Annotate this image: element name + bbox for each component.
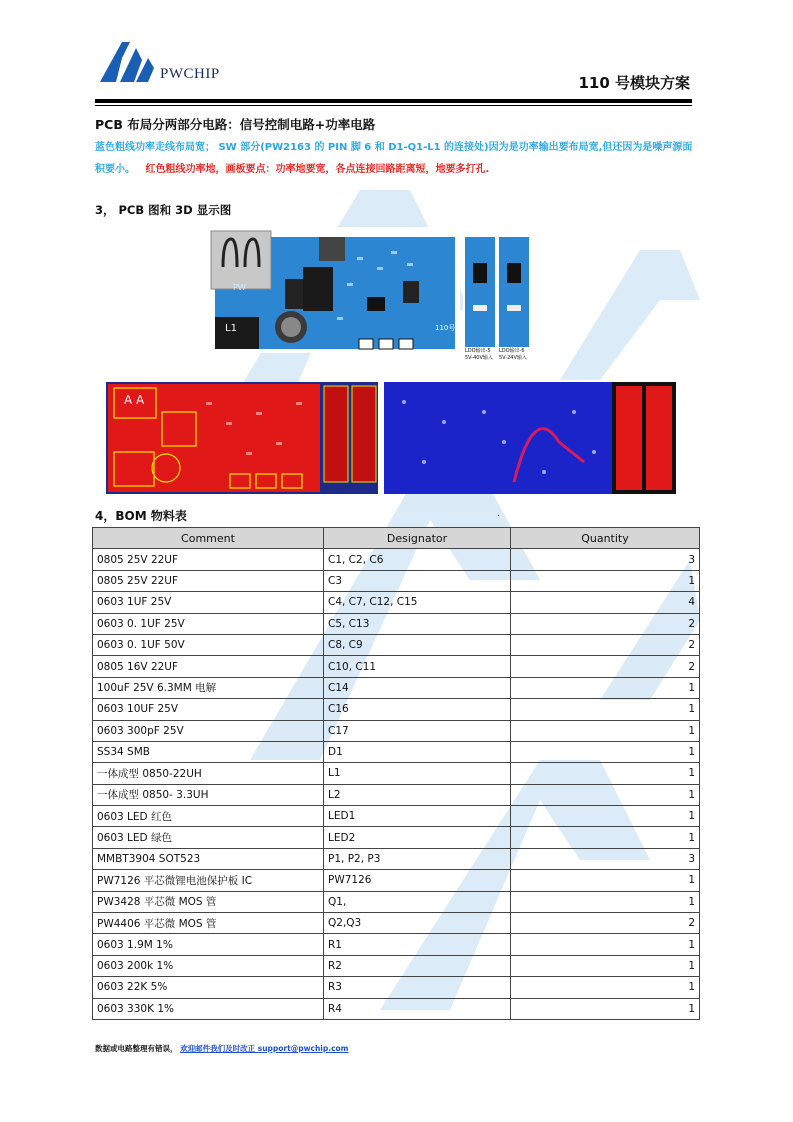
board-label-110: 110号	[435, 324, 456, 332]
cell-designator: R3	[324, 977, 511, 998]
bom-row	[93, 913, 700, 934]
bom-row	[93, 570, 700, 591]
cell-designator: L1	[324, 763, 511, 784]
cell-quantity: 1	[511, 741, 700, 762]
cell-quantity: 1	[511, 955, 700, 976]
section-4-title: 4，BOM 物料表	[95, 509, 187, 523]
bom-table	[92, 527, 700, 1020]
bom-row	[93, 592, 700, 613]
cell-quantity: 1	[511, 806, 700, 827]
col-designator: Designator	[324, 528, 511, 549]
cell-designator: C5, C13	[324, 613, 511, 634]
cell-quantity: 2	[511, 656, 700, 677]
support-email-link[interactable]: 欢迎邮件我们及时改正 support@pwchip.com	[180, 1044, 349, 1053]
cell-comment: 0603 0. 1UF 50V	[93, 634, 324, 655]
header-rule	[95, 99, 692, 103]
cell-comment: 0603 22K 5%	[93, 977, 324, 998]
pcb-top-layer	[106, 382, 378, 494]
bom-row	[93, 656, 700, 677]
cell-comment: PW4406 平芯微 MOS 管	[93, 913, 324, 934]
cell-designator: R1	[324, 934, 511, 955]
cell-comment: 一体成型 0850-22UH	[93, 763, 324, 784]
cell-comment: 0603 LED 绿色	[93, 827, 324, 848]
cell-comment: 0603 10UF 25V	[93, 699, 324, 720]
bom-row	[93, 763, 700, 784]
cell-quantity: 1	[511, 891, 700, 912]
cell-quantity: 1	[511, 934, 700, 955]
bom-row	[93, 891, 700, 912]
blue-note: 蓝色粗线功率走线布局宽； SW 部分(PW2163 的 PIN 脚 6 和 D1-Q1-L1 的连接处)因为是功率输出要布局宽,但还因为是噪声源面积要小。	[95, 142, 693, 175]
ldo2-label: LDO输出-6	[499, 348, 525, 354]
cell-comment: SS34 SMB	[93, 741, 324, 762]
cell-designator: PW7126	[324, 870, 511, 891]
cell-designator: C8, C9	[324, 634, 511, 655]
cell-designator: LED1	[324, 806, 511, 827]
cell-quantity: 1	[511, 784, 700, 805]
bom-row	[93, 827, 700, 848]
bom-row	[93, 784, 700, 805]
ldo-module-render	[463, 235, 533, 367]
cell-quantity: 1	[511, 570, 700, 591]
pcb-bottom-layer	[384, 382, 676, 494]
cell-designator: C1, C2, C6	[324, 549, 511, 570]
cell-quantity: 2	[511, 913, 700, 934]
cell-comment: 0603 330K 1%	[93, 998, 324, 1019]
bom-row	[93, 634, 700, 655]
cell-comment: 0603 1.9M 1%	[93, 934, 324, 955]
cell-quantity: 1	[511, 763, 700, 784]
cell-comment: 一体成型 0850- 3.3UH	[93, 784, 324, 805]
svg-text:A A: A A	[124, 393, 145, 407]
cell-designator: C17	[324, 720, 511, 741]
pcb-3d-render	[207, 227, 460, 353]
cell-designator: Q2,Q3	[324, 913, 511, 934]
cell-designator: C10, C11	[324, 656, 511, 677]
bom-row	[93, 677, 700, 698]
cell-quantity: 3	[511, 549, 700, 570]
bom-row	[93, 720, 700, 741]
cell-quantity: 1	[511, 677, 700, 698]
bom-row	[93, 806, 700, 827]
cell-designator: P1, P2, P3	[324, 848, 511, 869]
footer-note	[95, 1043, 349, 1054]
stray-dot: .	[497, 508, 501, 519]
red-note: 红色粗线功率地，画板要点：功率地要宽，各点连接回路距离短，地要多打孔.	[145, 164, 490, 175]
cell-designator: C4, C7, C12, C15	[324, 592, 511, 613]
cell-comment: 0603 1UF 25V	[93, 592, 324, 613]
cell-quantity: 1	[511, 870, 700, 891]
bom-row	[93, 613, 700, 634]
cell-designator: C14	[324, 677, 511, 698]
bom-header-row	[93, 528, 700, 549]
cell-quantity: 1	[511, 699, 700, 720]
bom-row	[93, 699, 700, 720]
cell-comment: PW3428 平芯微 MOS 管	[93, 891, 324, 912]
cell-quantity: 1	[511, 998, 700, 1019]
bom-row	[93, 955, 700, 976]
cell-quantity: 3	[511, 848, 700, 869]
cell-comment: 0805 16V 22UF	[93, 656, 324, 677]
bom-row	[93, 741, 700, 762]
board-label-l1: L1	[225, 323, 237, 334]
bom-row	[93, 934, 700, 955]
col-quantity: Quantity	[511, 528, 700, 549]
bom-row	[93, 870, 700, 891]
pcb-section-title: PCB 布局分两部分电路：信号控制电路+功率电路	[95, 117, 376, 132]
cell-comment: 0603 200k 1%	[93, 955, 324, 976]
header-rule-thin	[95, 105, 692, 106]
cell-quantity: 1	[511, 977, 700, 998]
ldo2-input: 5V-24V输入	[499, 355, 527, 361]
cell-comment: PW7126 平芯微锂电池保护板 IC	[93, 870, 324, 891]
bom-row	[93, 549, 700, 570]
footer-text: 数据或电路整理有错误，	[95, 1044, 178, 1053]
cell-designator: D1	[324, 741, 511, 762]
cell-comment: 0805 25V 22UF	[93, 570, 324, 591]
cell-comment: 0603 LED 红色	[93, 806, 324, 827]
board-label-pw: PW	[233, 283, 246, 292]
cell-quantity: 1	[511, 827, 700, 848]
cell-quantity: 4	[511, 592, 700, 613]
cell-comment: 0603 300pF 25V	[93, 720, 324, 741]
cell-comment: 100uF 25V 6.3MM 电解	[93, 677, 324, 698]
cell-designator: C16	[324, 699, 511, 720]
cell-comment: MMBT3904 SOT523	[93, 848, 324, 869]
cell-designator: R2	[324, 955, 511, 976]
ldo1-input: 5V-40V输入	[465, 355, 493, 361]
cell-quantity: 2	[511, 634, 700, 655]
cell-designator: C3	[324, 570, 511, 591]
cell-quantity: 1	[511, 720, 700, 741]
bom-row	[93, 977, 700, 998]
ldo1-label: LDO输出-5	[465, 348, 491, 354]
cell-quantity: 2	[511, 613, 700, 634]
col-comment: Comment	[93, 528, 324, 549]
bom-row	[93, 998, 700, 1019]
cell-designator: R4	[324, 998, 511, 1019]
bom-row	[93, 848, 700, 869]
cell-designator: Q1,	[324, 891, 511, 912]
cell-comment: 0603 0. 1UF 25V	[93, 613, 324, 634]
cell-designator: LED2	[324, 827, 511, 848]
logo-text: PWCHIP	[160, 66, 220, 82]
document-title: 110 号模块方案	[578, 74, 690, 92]
pcb-description	[95, 137, 695, 181]
cell-comment: 0805 25V 22UF	[93, 549, 324, 570]
cell-designator: L2	[324, 784, 511, 805]
section-3-title: 3， PCB 图和 3D 显示图	[95, 203, 232, 217]
